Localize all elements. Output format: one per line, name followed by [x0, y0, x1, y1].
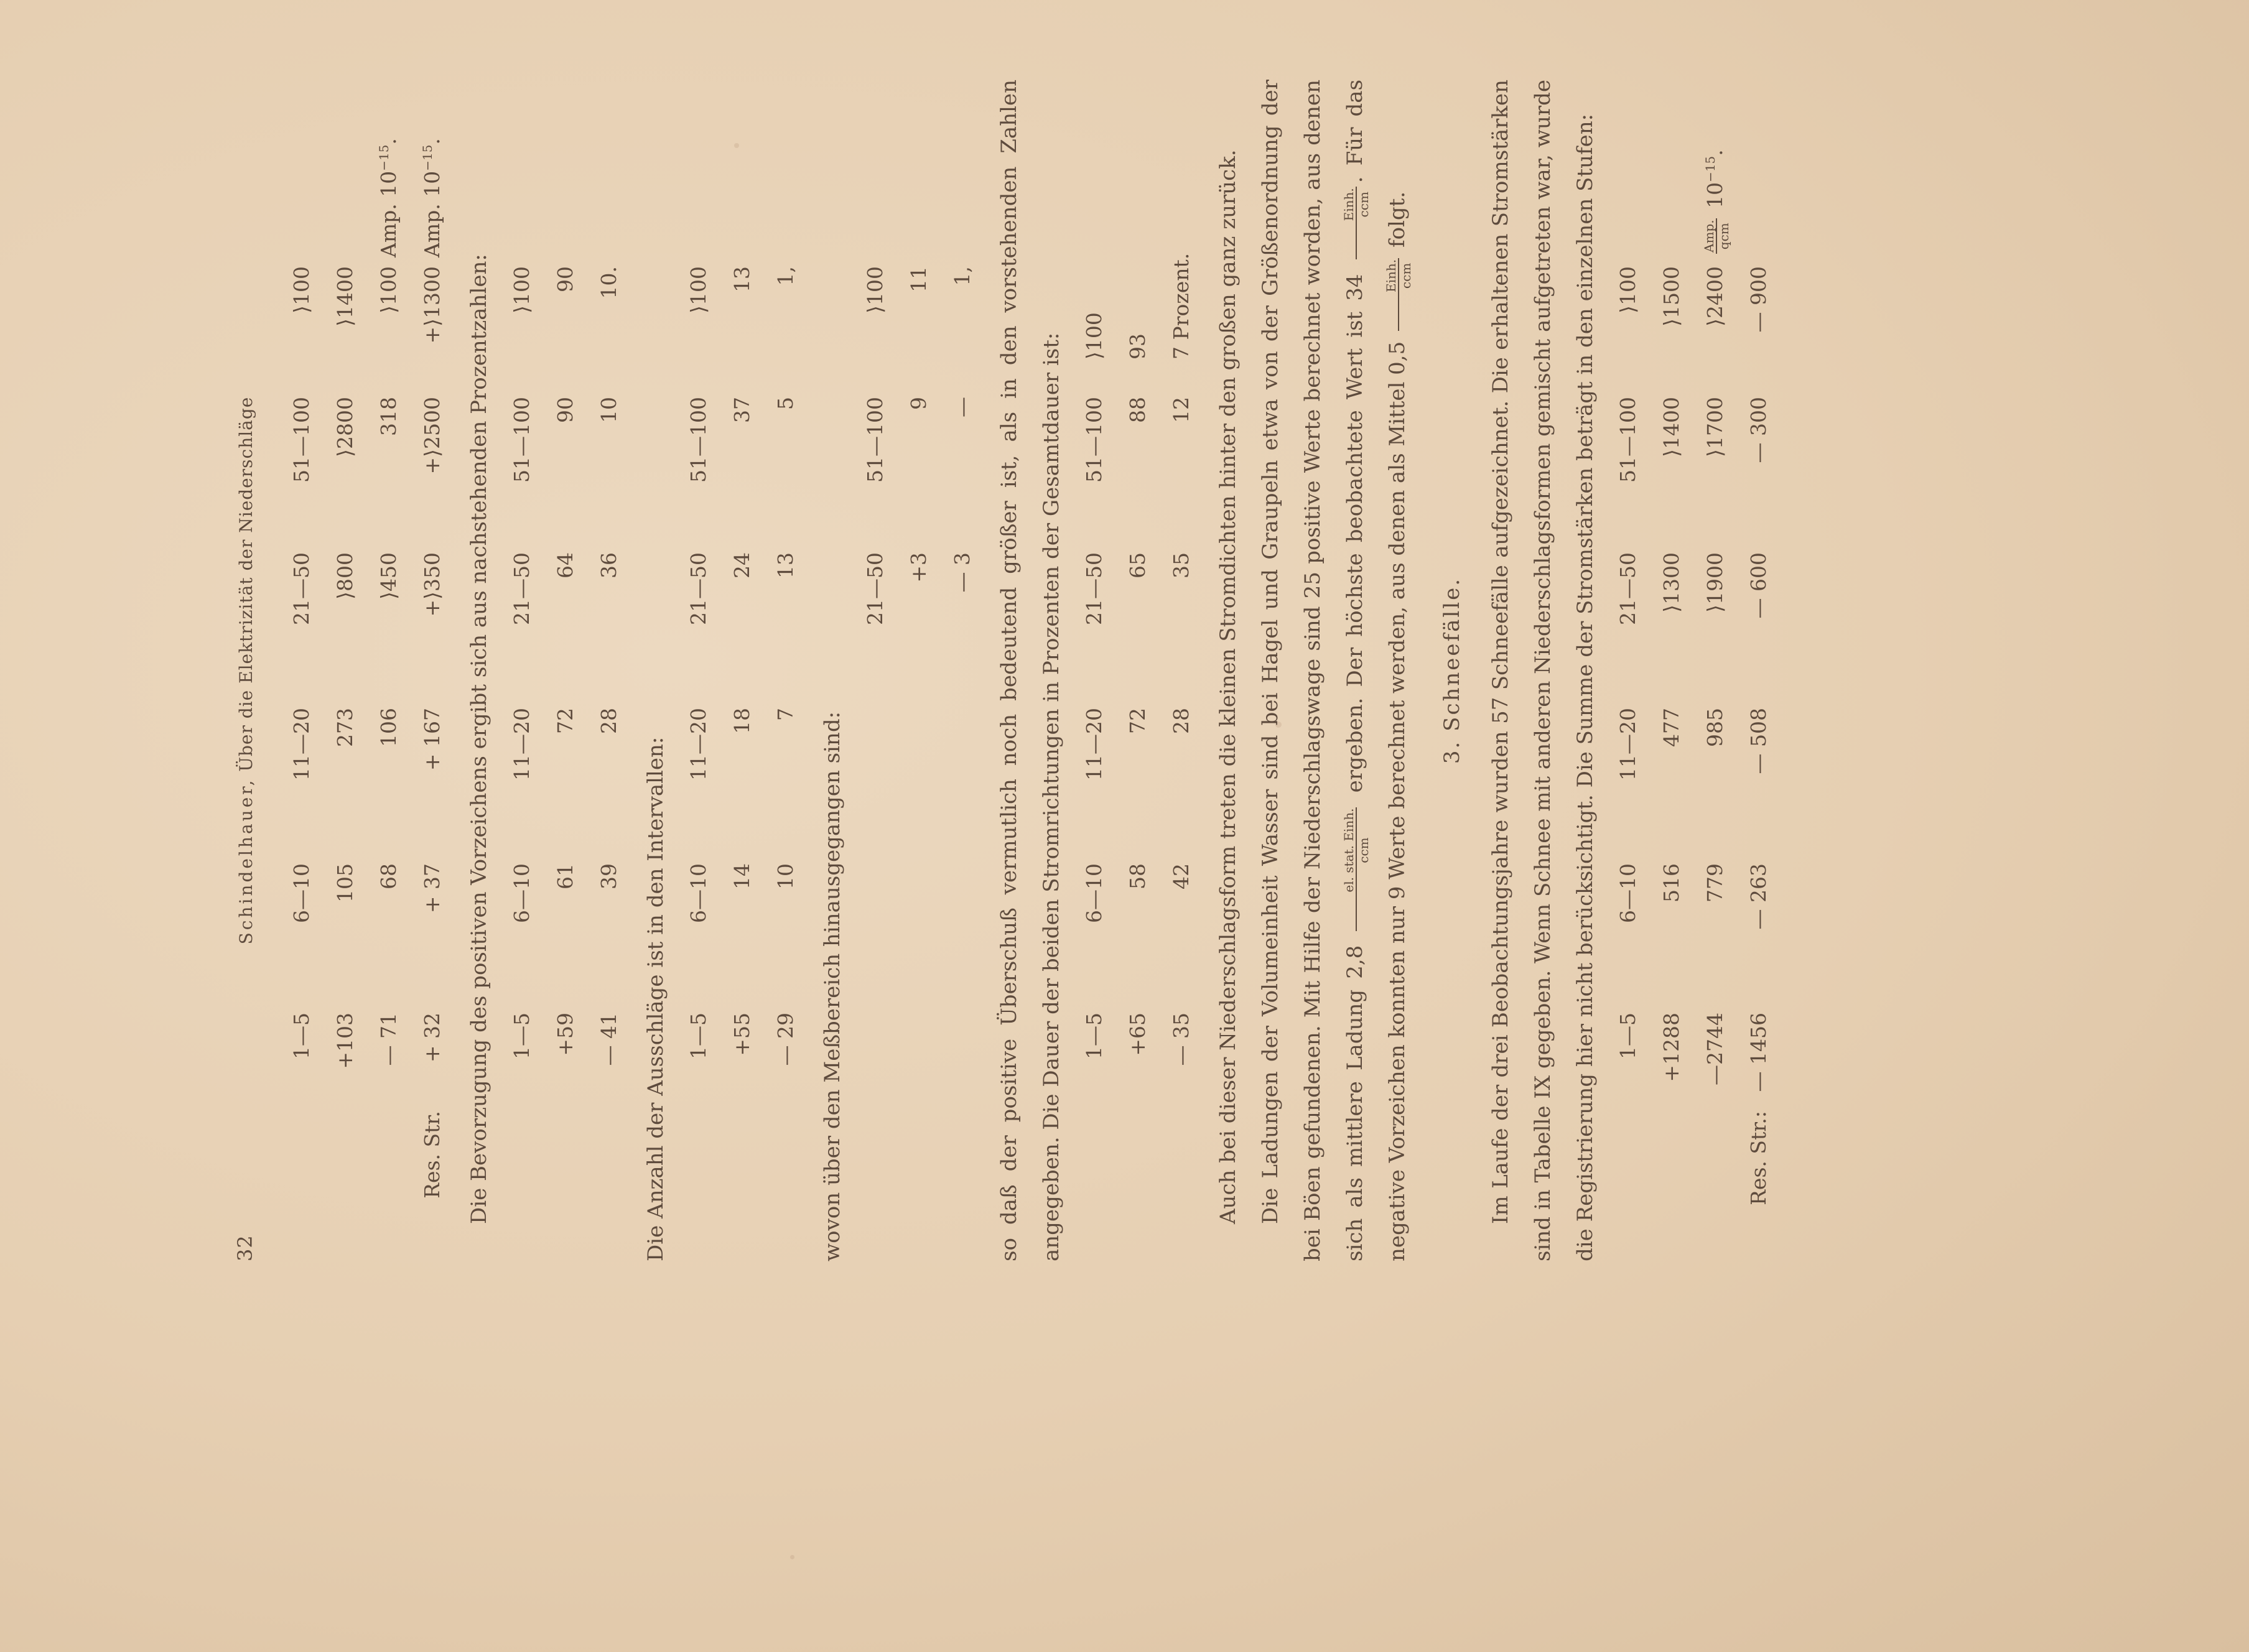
column-header: 21—50 [1082, 552, 1106, 625]
table-cell: — 35 [1169, 1013, 1193, 1066]
table-cell: ⟩1900 [1703, 552, 1727, 613]
table-cell: 9 [906, 397, 931, 410]
table-cell: 105 [333, 863, 357, 903]
table-cell: 13 [730, 266, 754, 292]
table-cell: 64 [553, 552, 577, 578]
table-cell: 11 [906, 266, 931, 292]
table-header-row [677, 266, 720, 1261]
fraction: el. stat. Einh. ccm [1342, 807, 1371, 931]
table-cell: +59 [553, 1013, 577, 1056]
column-header: 6—10 [686, 863, 710, 923]
column-header: 1—5 [686, 1013, 710, 1059]
current-sum-table-snow [1606, 80, 1781, 1261]
table-cell: 10. [597, 266, 621, 299]
table-row [544, 266, 587, 1261]
paragraph: wovon über den Meßbereich hinausgegangen sind: [820, 711, 845, 1261]
percentage-table [500, 266, 631, 1261]
column-header: ⟩100 [1616, 266, 1640, 313]
paragraph: Im Laufe der drei Beobachtungsjahre wurden 57 Schneefälle aufgezeichnet. Die erhaltenen Stromstärken sind in Tabelle IX gegeben. Wenn Schnee mit anderen Niederschlagsformen gemischt aufgetreten war, wurde die Registrierung hier nicht berücksichtigt. Die Summe der Stromstärken beträgt in den einzelnen Stufen: [1488, 80, 1598, 1261]
table-cell: ⟩1300 [1659, 552, 1683, 613]
table-cell: +103 [333, 1013, 357, 1069]
table-cell: ⟩1400 [1659, 397, 1683, 457]
table-cell: — 71 [376, 1013, 401, 1066]
table-cell: 72 [1125, 708, 1150, 734]
table-cell: — 263 [1746, 863, 1771, 930]
column-header: 1—5 [1616, 1013, 1640, 1059]
table-cell: 273 [333, 708, 357, 747]
table-cell: 1, [950, 266, 974, 286]
table-cell: 58 [1125, 863, 1150, 889]
unit-label: Amp. $10^{-15}$. [420, 138, 444, 258]
table-cell: ⟩1700 [1703, 397, 1727, 457]
table-cell: 90 [553, 397, 577, 423]
table-row [367, 80, 411, 1261]
table-cell: 5 [773, 397, 798, 410]
table-cell: 13 [773, 552, 798, 578]
table-cell: ⟩100 [376, 266, 401, 313]
table-cell: 68 [376, 863, 401, 889]
table-cell: — 300 [1746, 397, 1771, 463]
table-row [1650, 80, 1693, 1261]
unit-label: Amp. $10^{-15}$. [376, 138, 401, 258]
table-cell: — 508 [1746, 708, 1771, 774]
column-header: 6—10 [1616, 863, 1640, 923]
column-header: 21—50 [863, 552, 887, 625]
column-header: 1—5 [289, 1013, 314, 1059]
table-cell: ⟩1400 [333, 266, 357, 327]
column-header: 6—10 [289, 863, 314, 923]
paragraph: Die Bevorzugung des positiven Vorzeichens ergibt sich aus nachstehenden Prozentzahlen: [467, 254, 491, 1224]
column-header: 51—100 [289, 397, 314, 483]
column-header: ⟩100 [510, 266, 534, 313]
table-row [1160, 235, 1203, 1261]
table-header-row [854, 266, 897, 1261]
paper-stain [790, 1555, 794, 1559]
table-cell: — 1456 [1746, 1013, 1771, 1092]
table-cell: ⟩1500 [1659, 266, 1683, 327]
column-header: ⟩100 [289, 266, 314, 313]
table-cell: 985 [1703, 708, 1727, 747]
column-header: 11—20 [1616, 708, 1640, 781]
column-header: 51—100 [510, 397, 534, 483]
table-cell: +1288 [1659, 1013, 1683, 1082]
paragraph: Auch bei dieser Niederschlagsform treten die kleinen Stromdichten hinter den großen ganz zurück. [1216, 149, 1241, 1224]
table-cell: 18 [730, 708, 754, 734]
column-header: 21—50 [289, 552, 314, 625]
table-cell: 516 [1659, 863, 1683, 903]
table-cell: 779 [1703, 863, 1727, 903]
table-cell: + 167 [420, 708, 444, 771]
table-row [587, 266, 631, 1261]
table-cell: 39 [597, 863, 621, 889]
table-cell: 318 [376, 397, 401, 436]
table-cell: 35 [1169, 552, 1193, 578]
table-cell: 12 [1169, 397, 1193, 423]
table-cell: 1, [773, 266, 798, 286]
table-cell: — 3 [950, 552, 974, 593]
table-cell: 477 [1659, 708, 1683, 747]
out-of-range-table [854, 266, 984, 1261]
running-title-text: Über die Elektrizität der Niederschläge [236, 396, 256, 778]
table-row [764, 266, 808, 1261]
table-cell: + 32 [420, 1013, 444, 1063]
column-header: 6—10 [510, 863, 534, 923]
table-cell: 7 Prozent. [1169, 253, 1193, 360]
table-cell: +55 [730, 1013, 754, 1056]
paragraph: so daß der positive Überschuß vermutlich noch bedeutend größer ist, als in den vorstehenden Zahlen angegeben. Die Dauer der beiden Stromrichtungen in Prozenten der Gesamtdauer ist: [997, 80, 1064, 1261]
column-header: 11—20 [289, 708, 314, 781]
table-cell: +⟩2500 [420, 397, 444, 475]
table-cell: 37 [730, 397, 754, 423]
column-header: ⟩100 [686, 266, 710, 313]
column-header: 21—50 [1616, 552, 1640, 625]
column-header: 21—50 [686, 552, 710, 625]
table-cell: 24 [730, 552, 754, 578]
table-cell: 28 [597, 708, 621, 734]
column-header: 11—20 [510, 708, 534, 781]
table-cell: — [950, 397, 974, 417]
table-cell: 61 [553, 863, 577, 889]
table-cell: +⟩350 [420, 552, 444, 617]
table-cell: 93 [1125, 333, 1150, 360]
column-header: 51—100 [1616, 397, 1640, 483]
table-cell: +⟩1300 [420, 266, 444, 344]
fraction: Einh. ccm [1342, 187, 1371, 259]
table-cell: 88 [1125, 397, 1150, 423]
fraction: Einh. ccm [1384, 258, 1413, 331]
table-cell: — 900 [1746, 266, 1771, 333]
table-cell: 7 [773, 708, 798, 721]
row-label: Res. Str.: [1746, 1111, 1771, 1205]
table-row [324, 80, 367, 1261]
table-cell: 36 [597, 552, 621, 578]
table-cell: ⟩800 [333, 552, 357, 600]
column-header: 51—100 [1082, 397, 1106, 483]
table-header-row [1606, 80, 1650, 1261]
column-header: 1—5 [1082, 1013, 1106, 1059]
table-cell: —2744 [1703, 1013, 1727, 1085]
table-row [411, 80, 454, 1261]
running-title [225, 80, 268, 1162]
table-cell: ⟩450 [376, 552, 401, 600]
table-cell: 106 [376, 708, 401, 747]
table-cell: 65 [1125, 552, 1150, 578]
unit-label: Amp. qcm $10^{-15}$. [1702, 149, 1731, 253]
column-header: 11—20 [1082, 708, 1106, 781]
table-cell: +65 [1125, 1013, 1150, 1056]
table-cell: ⟩2800 [333, 397, 357, 457]
page-number: 32 [233, 1235, 257, 1261]
table-cell: +3 [906, 552, 931, 583]
fraction: Amp. qcm [1702, 220, 1731, 253]
table-row [941, 266, 984, 1261]
table-row [720, 266, 764, 1261]
paragraph-charges: Die Ladungen der Volumeinheit Wasser sind bei Hagel und Graupeln etwa von der Größenordnung der bei Böen gefundenen. Mit Hilfe der Niederschlagswage sind 25 positive Werte berechnet worden, aus denen sich als mittlere Ladung 2,8 el. stat. Einh. ccm ergeben. Der höchste beobachtete Wert ist 34 Einh. ccm . Für das negative Vorzeichen konnten nur 9 Werte berechnet werden, aus denen als Mittel 0,5 Einh. ccm folgt. [1258, 79, 1413, 1261]
table-cell: 72 [553, 708, 577, 734]
table-cell: — 600 [1746, 552, 1771, 619]
table-row [1693, 80, 1737, 1261]
table-cell: + 37 [420, 863, 444, 914]
table-cell: — 29 [773, 1013, 798, 1066]
table-cell: 14 [730, 863, 754, 889]
column-header: 11—20 [686, 708, 710, 781]
table-cell: 90 [553, 266, 577, 292]
column-header: 6—10 [1082, 863, 1106, 923]
row-label: Res. Str. [420, 1111, 444, 1199]
table-cell: ⟩2400 [1703, 266, 1727, 327]
table-cell: 28 [1169, 708, 1193, 734]
paragraph: Die Anzahl der Ausschläge ist in den Intervallen: [643, 736, 668, 1261]
table-cell: 10 [597, 397, 621, 423]
table-cell: 42 [1169, 863, 1193, 889]
table-header-row [1073, 235, 1116, 1261]
table-row [897, 266, 941, 1261]
column-header: 51—100 [863, 397, 887, 483]
column-header: 51—100 [686, 397, 710, 483]
running-title-author: Schindelhauer, [236, 777, 256, 945]
column-header: 1—5 [510, 1013, 534, 1059]
current-sum-table-hail [280, 80, 454, 1261]
table-header-row [500, 266, 544, 1261]
table-cell: 10 [773, 863, 798, 889]
column-header: 21—50 [510, 552, 534, 625]
table-row [1116, 235, 1160, 1261]
table-row [1737, 80, 1781, 1261]
table-cell: — 41 [597, 1013, 621, 1066]
deflection-count-table [677, 266, 808, 1261]
table-header-row [280, 80, 324, 1261]
page-header [224, 80, 280, 1261]
column-header: ⟩100 [863, 266, 887, 313]
rotated-text-block [224, 80, 2016, 1261]
section-heading: 3. Schneefälle. [1440, 577, 1464, 764]
duration-percentage-table [1073, 235, 1203, 1261]
column-header: ⟩100 [1082, 312, 1106, 360]
